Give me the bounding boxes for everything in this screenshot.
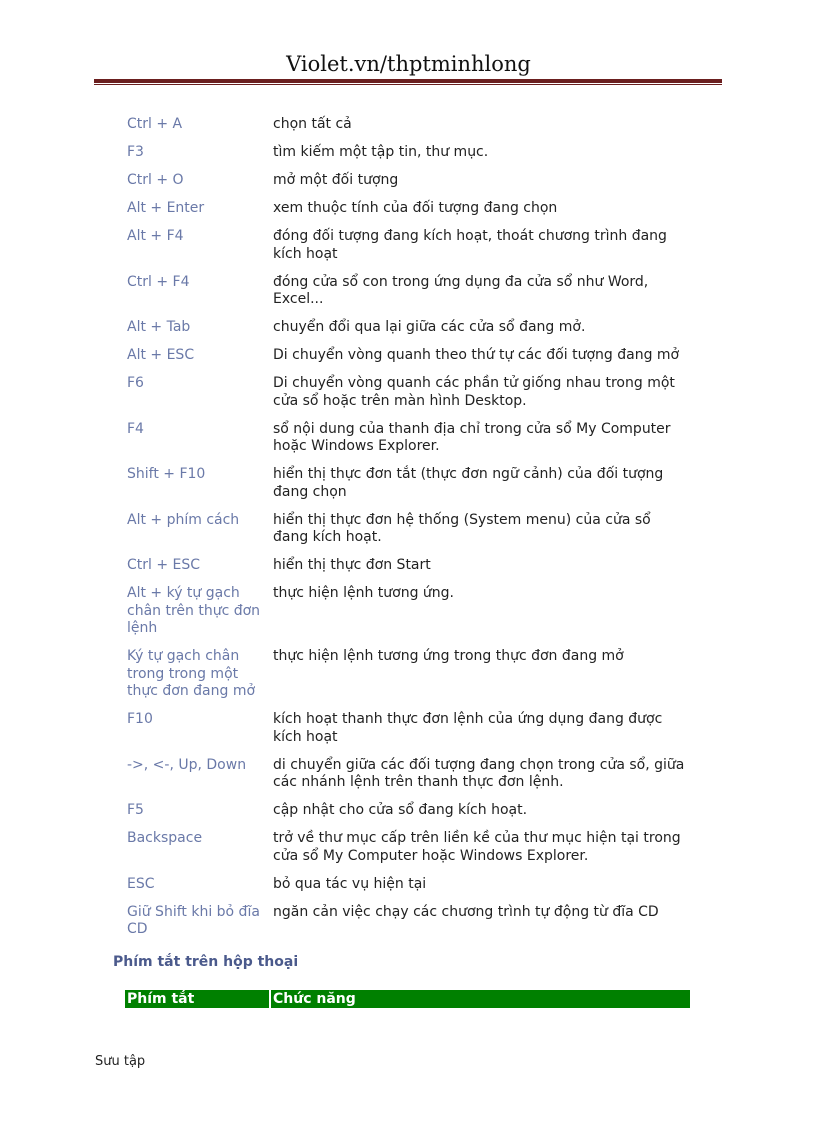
shortcut-description: chọn tất cả <box>273 116 352 132</box>
shortcut-key: Ký tự gạch chân trong trong một thực đơn đang mở <box>127 648 256 699</box>
table-row <box>127 172 692 190</box>
shortcut-description: trở về thư mục cấp trên liền kề của thư mục hiện tại trong cửa sổ My Computer hoặc Windows Explorer. <box>273 830 681 864</box>
shortcut-description: xem thuộc tính của đối tượng đang chọn <box>273 200 558 216</box>
shortcut-description: hiển thị thực đơn hệ thống (System menu) của cửa sổ đang kích hoạt. <box>273 511 651 545</box>
table-row <box>127 802 692 820</box>
table-row <box>127 144 692 162</box>
shortcut-key: Giữ Shift khi bỏ đĩa CD <box>127 903 260 937</box>
table-row <box>127 512 692 547</box>
table-row <box>127 711 692 746</box>
shortcut-key: Alt + ký tự gạch chân trên thực đơn lệnh <box>127 585 261 636</box>
shortcut-key: Ctrl + O <box>127 172 184 188</box>
shortcut-description: cập nhật cho cửa sổ đang kích hoạt. <box>273 802 528 818</box>
shortcut-description: sổ nội dung của thanh địa chỉ trong cửa sổ My Computer hoặc Windows Explorer. <box>273 420 671 454</box>
shortcut-key: Alt + Enter <box>127 200 205 216</box>
table-row <box>127 228 692 263</box>
shortcut-description: đóng đối tượng đang kích hoạt, thoát chương trình đang kích hoạt <box>273 228 667 262</box>
shortcut-key: ESC <box>127 875 155 892</box>
page-header-title: Violet.vn/thptminhlong <box>286 52 531 76</box>
table-row <box>127 557 692 575</box>
shortcut-description: thực hiện lệnh tương ứng trong thực đơn đang mở <box>273 648 624 664</box>
table-row <box>127 375 692 410</box>
shortcut-key: Alt + F4 <box>127 228 184 244</box>
shortcut-key: Backspace <box>127 830 203 846</box>
shortcut-key: Alt + phím cách <box>127 511 240 528</box>
column-header-function: Chức năng <box>271 990 690 1008</box>
shortcut-description: di chuyển giữa các đối tượng đang chọn trong cửa sổ, giữa các nhánh lệnh trên thanh thực đơn lệnh. <box>273 756 685 790</box>
shortcut-description: tìm kiếm một tập tin, thư mục. <box>273 144 489 160</box>
shortcut-description: đóng cửa sổ con trong ứng dụng đa cửa sổ như Word, Excel... <box>273 273 649 307</box>
section-heading: Phím tắt trên hộp thoại <box>113 954 299 970</box>
column-header-shortcut: Phím tắt <box>125 990 269 1008</box>
table-row <box>127 421 692 456</box>
page-footer: Sưu tập <box>95 1054 146 1069</box>
table-row <box>127 466 692 501</box>
shortcut-description: bỏ qua tác vụ hiện tại <box>273 875 427 892</box>
shortcut-description: hiển thị thực đơn tắt (thực đơn ngữ cảnh) của đối tượng đang chọn <box>273 466 664 500</box>
table-row <box>127 876 692 894</box>
table-row <box>127 830 692 865</box>
shortcut-description: Di chuyển vòng quanh các phần tử giống nhau trong một cửa sổ hoặc trên màn hình Desktop. <box>273 375 675 409</box>
table-row <box>127 347 692 365</box>
table-row <box>127 585 692 638</box>
table-row <box>127 904 692 939</box>
shortcut-key: ->, <-, Up, Down <box>127 756 247 773</box>
shortcut-key: Ctrl + F4 <box>127 273 190 290</box>
table-row <box>127 648 692 701</box>
shortcut-key: F5 <box>127 802 144 818</box>
shortcut-description: hiển thị thực đơn Start <box>273 557 431 573</box>
shortcut-description: thực hiện lệnh tương ứng. <box>273 585 455 601</box>
shortcut-key: F3 <box>127 144 144 160</box>
shortcut-key: Alt + Tab <box>127 319 191 335</box>
shortcut-key: Ctrl + ESC <box>127 557 201 573</box>
shortcut-description: chuyển đổi qua lại giữa các cửa sổ đang mở. <box>273 319 586 335</box>
shortcut-description: kích hoạt thanh thực đơn lệnh của ứng dụng đang được kích hoạt <box>273 711 663 745</box>
shortcut-key: F4 <box>127 420 144 437</box>
table-row <box>127 757 692 792</box>
shortcut-table <box>127 116 692 949</box>
shortcut-description: ngăn cản việc chạy các chương trình tự động từ đĩa CD <box>273 903 659 920</box>
shortcut-key: F6 <box>127 375 144 391</box>
shortcut-description: mở một đối tượng <box>273 172 399 188</box>
table-row <box>127 319 692 337</box>
shortcut-key: Ctrl + A <box>127 116 183 132</box>
shortcut-description: Di chuyển vòng quanh theo thứ tự các đối tượng đang mở <box>273 347 680 363</box>
header-rule <box>94 79 722 83</box>
table-row <box>127 200 692 218</box>
table-row <box>127 116 692 134</box>
shortcut-key: F10 <box>127 711 153 727</box>
shortcut-key: Alt + ESC <box>127 347 195 363</box>
table-row <box>127 274 692 309</box>
dialog-shortcuts-table-header <box>125 990 690 1008</box>
shortcut-key: Shift + F10 <box>127 466 206 482</box>
